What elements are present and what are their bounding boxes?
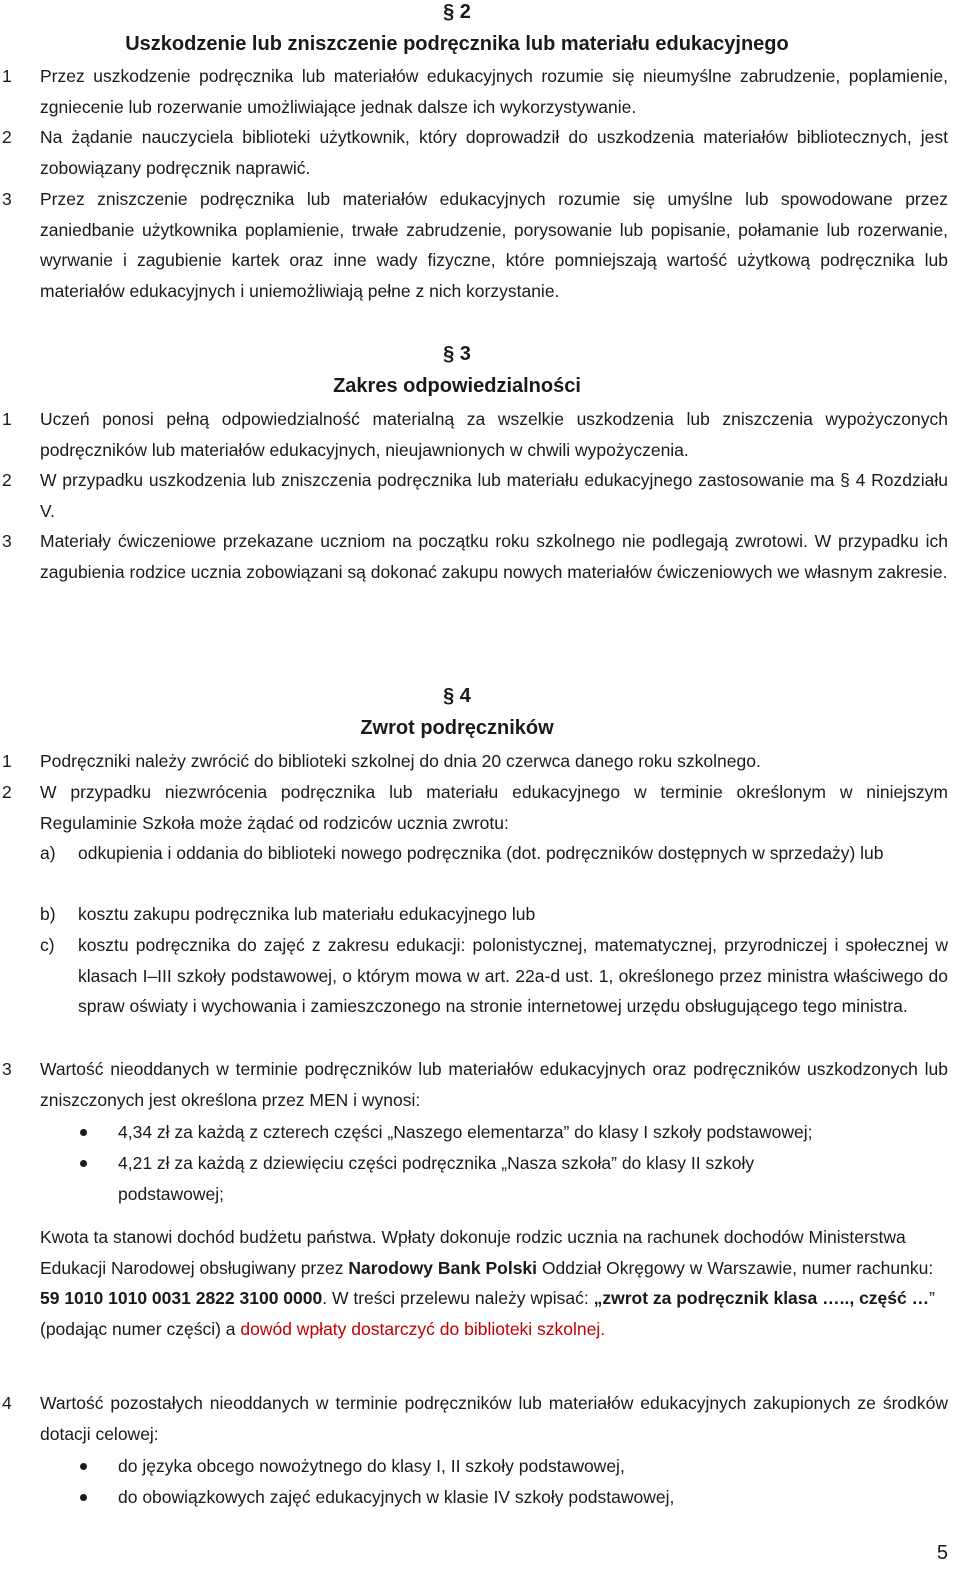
section-4-number: § 4 <box>443 685 471 707</box>
payment-text-3: . W treści przelewu należy wpisać: <box>322 1288 594 1309</box>
item-number: 2 <box>2 470 12 490</box>
payment-text-4: ” (podając numer części) a <box>40 1288 935 1339</box>
item-text: Wartość pozostałych nieoddanych w terminie podręczników lub materiałów edukacyjnych zakupionych ze środków dotacji celowej: <box>40 1393 948 1444</box>
bullet-text: 4,34 zł za każdą z czterech części „Naszego elementarza” do klasy I szkoły podstawowej; <box>118 1122 813 1142</box>
section-2-title: Uszkodzenie lub zniszczenie podręcznika lub materiału edukacyjnego <box>125 33 789 55</box>
item-text: W przypadku niezwrócenia podręcznika lub materiału edukacyjnego w terminie określonym w niniejszym Regulaminie Szkoła może żądać od rodziców ucznia zwrotu: <box>40 782 948 833</box>
payment-paragraph <box>40 1222 940 1344</box>
bullet-icon <box>80 1463 87 1470</box>
sub-item-label: b) <box>40 904 56 924</box>
section-2-number: § 2 <box>443 1 471 23</box>
item-number: 2 <box>2 127 12 147</box>
item-text: Materiały ćwiczeniowe przekazane uczniom na początku roku szkolnego nie podlegają zwrotowi. W przypadku ich zagubienia rodzice ucznia zobowiązani są dokonać zakupu nowych materiałów ćwiczeniowych we własnym zakresie. <box>40 531 948 582</box>
bullet-text: do języka obcego nowożytnego do klasy I, II szkoły podstawowej, <box>118 1456 625 1476</box>
section-4-title: Zwrot podręczników <box>360 717 554 739</box>
delivery-note: dowód wpłaty dostarczyć do biblioteki szkolnej. <box>240 1318 606 1339</box>
sub-item-text: odkupienia i oddania do biblioteki nowego podręcznika (dot. podręczników dostępnych w sprzedaży) lub <box>78 843 884 863</box>
transfer-title: „zwrot za podręcznik klasa ….., część … <box>593 1288 930 1309</box>
item-text: Na żądanie nauczyciela biblioteki użytkownik, który doprowadził do uszkodzenia materiałów bibliotecznych, jest zobowiązany podręcznik naprawić. <box>40 127 948 178</box>
item-number: 3 <box>2 531 12 551</box>
item-text: Podręczniki należy zwrócić do biblioteki szkolnej do dnia 20 czerwca danego roku szkolnego. <box>40 751 761 771</box>
sub-item-text: kosztu zakupu podręcznika lub materiału edukacyjnego lub <box>78 904 536 924</box>
account-number: 59 1010 1010 0031 2822 3100 0000 <box>40 1288 323 1309</box>
bullet-icon <box>80 1160 87 1167</box>
item-number: 1 <box>2 751 12 771</box>
bank-name: Narodowy Bank Polski <box>348 1257 538 1278</box>
item-text: Przez zniszczenie podręcznika lub materiałów edukacyjnych rozumie się umyślne lub spowodowane przez zaniedbanie użytkownika poplamienie, trwałe zabrudzenie, porysowanie lub popisanie, połamanie lub rozerwanie, wyrwanie i zagubienie kartek oraz inne wady fizyczne, które pomniejszają wartość użytkową podręcznika lub materiałów edukacyjnych i uniemożliwiają pełne z nich korzystanie. <box>40 189 948 301</box>
page-number: 5 <box>936 1542 948 1564</box>
item-number: 4 <box>2 1393 12 1413</box>
item-number: 1 <box>2 409 12 429</box>
payment-text-2: Oddział Okręgowy w Warszawie, numer rachunku: <box>537 1257 934 1278</box>
sub-item-text: kosztu podręcznika do zajęć z zakresu edukacji: polonistycznej, matematycznej, przyrodniczej i społecznej w klasach I–III szkoły podstawowej, o którym mowa w art. 22a-d ust. 1, określonego przez ministra właściwego do spraw oświaty i wychowania i zamieszczonego na stronie internetowej urzędu obsługującego tego ministra. <box>78 935 948 1017</box>
section-3-title: Zakres odpowiedzialności <box>333 375 581 397</box>
item-number: 3 <box>2 189 12 209</box>
sub-item-label: c) <box>40 935 55 955</box>
section-3-number: § 3 <box>443 343 471 365</box>
bullet-text: 4,21 zł za każdą z dziewięciu części podręcznika „Nasza szkoła” do klasy II szkoły podstawowej; <box>118 1153 755 1204</box>
item-number: 1 <box>2 66 12 86</box>
item-text: W przypadku uszkodzenia lub zniszczenia podręcznika lub materiału edukacyjnego zastosowanie ma § 4 Rozdziału V. <box>40 470 948 521</box>
bullet-icon <box>80 1494 87 1501</box>
item-text: Przez uszkodzenie podręcznika lub materiałów edukacyjnych rozumie się nieumyślne zabrudzenie, poplamienie, zgniecenie lub rozerwanie umożliwiające jednak dalsze ich wykorzystywanie. <box>40 66 948 117</box>
item-number: 3 <box>2 1059 12 1079</box>
item-number: 2 <box>2 782 12 802</box>
payment-text-1: Kwota ta stanowi dochód budżetu państwa. Wpłaty dokonuje rodzic ucznia na rachunek dochodów Ministerstwa Edukacji Narodowej obsługiwany przez <box>40 1227 906 1278</box>
item-text: Wartość nieoddanych w terminie podręczników lub materiałów edukacyjnych oraz podręczników uszkodzonych lub zniszczonych jest określona przez MEN i wynosi: <box>40 1059 948 1110</box>
sub-item-label: a) <box>40 843 56 863</box>
bullet-icon <box>80 1129 87 1136</box>
item-text: Uczeń ponosi pełną odpowiedzialność materialną za wszelkie uszkodzenia lub zniszczenia wypożyczonych podręczników lub materiałów edukacyjnych, nieujawnionych w chwili wypożyczenia. <box>40 409 948 460</box>
bullet-text: do obowiązkowych zajęć edukacyjnych w klasie IV szkoły podstawowej, <box>118 1487 675 1507</box>
